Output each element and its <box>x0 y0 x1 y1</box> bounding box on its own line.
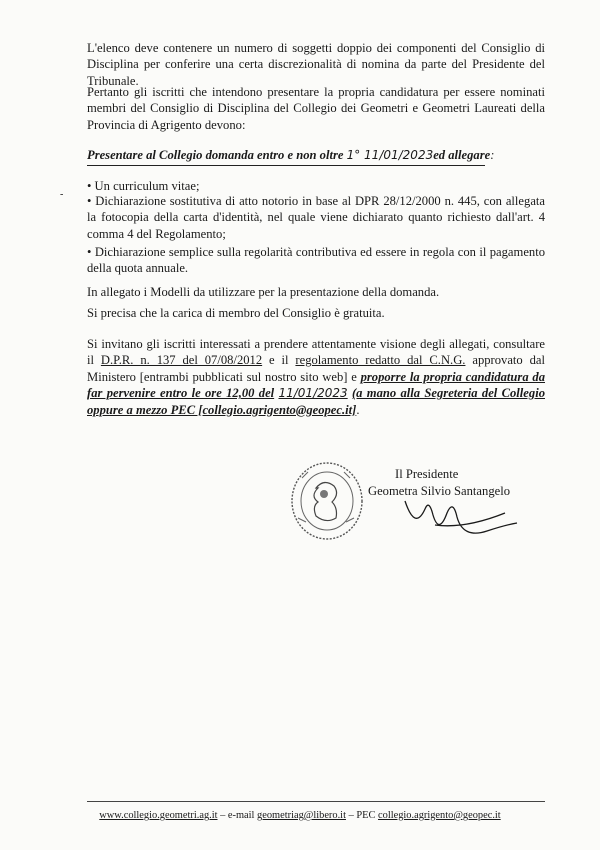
invitation-end: . <box>356 402 360 417</box>
paragraph-free-office: Si precisa che la carica di membro del Consiglio è gratuita. <box>87 306 385 320</box>
deadline-heading-text-2: ed allegare <box>433 148 491 162</box>
bullet-1: • Un curriculum vitae; <box>87 179 200 193</box>
dpr-link[interactable]: D.P.R. n. 137 del 07/08/2012 <box>100 353 263 368</box>
paragraph-attachments: In allegato i Modelli da utilizzare per la presentazione della domanda. <box>87 285 440 299</box>
deadline-heading-text: Presentare al Collegio domanda entro e non oltre <box>87 148 344 162</box>
handwritten-date-1: 1° 11/01/2023 <box>346 148 434 162</box>
paragraph-candidates: Pertanto gli iscritti che intendono presentare la propria candidatura per essere nominati membri del Consiglio di Disciplina del Collegio dei Geometri e Geometri Laureati della Provincia di Agrigento devono: <box>87 85 545 132</box>
paragraph-invitation <box>87 336 545 418</box>
footer-email-link[interactable]: geometriag@libero.it <box>257 810 346 821</box>
deadline-heading <box>87 147 545 163</box>
footer-rule <box>87 801 545 802</box>
candidacy-instruction: proporre la propria candidatura da far pervenire entro le ore 12,00 del <box>87 369 545 401</box>
signature-name: Geometra Silvio Santangelo <box>368 484 510 498</box>
paragraph-list-requirement: L'elenco deve contenere un numero di soggetti doppio dei componenti del Consiglio di Disciplina per conferire una certa discrezionalità di nomina da parte del Presidente del Tribunale. <box>87 41 545 88</box>
footer-website-link[interactable]: www.collegio.geometri.ag.it <box>99 810 218 821</box>
invitation-text-3: approvato dal Ministero [entrambi pubblicati sul nostro sito web] e <box>87 353 545 384</box>
footer-pec-link[interactable]: collegio.agrigento@geopec.it <box>378 810 501 821</box>
heading-underline <box>87 165 485 166</box>
margin-mark: - <box>60 189 64 200</box>
collegio-seal-stamp <box>288 458 366 544</box>
invitation-text-1: Si invitano gli iscritti interessati a prendere attentamente visione degli allegati, consultare il <box>87 337 545 368</box>
signature-title: Il Presidente <box>395 467 459 481</box>
handwritten-date-2: 11/01/2023 <box>278 386 348 401</box>
invitation-text-2: e il <box>262 353 296 368</box>
footer-sep-1: – e-mail <box>217 810 258 821</box>
footer-contacts <box>0 808 600 824</box>
regulation-link[interactable]: regolamento redatto dal C.N.G. <box>295 353 466 368</box>
bullet-3: • Dichiarazione semplice sulla regolarità contributiva ed essere in regola con il pagamento della quota annuale. <box>87 245 545 276</box>
delivery-instruction: (a mano alla Segreteria del Collegio oppure a mezzo PEC [collegio.agrigento@geopec.it] <box>87 386 545 417</box>
deadline-heading-colon: : <box>490 148 495 162</box>
footer-sep-2: – PEC <box>345 810 379 821</box>
bullet-2: • Dichiarazione sostitutiva di atto notorio in base al DPR 28/12/2000 n. 445, con allegata la fotocopia della carta d'identità, nel quale viene dichiarato quanto richiesto dall'art. 4 comma 4 del Regolamento; <box>87 194 545 241</box>
handwritten-signature <box>395 495 525 539</box>
